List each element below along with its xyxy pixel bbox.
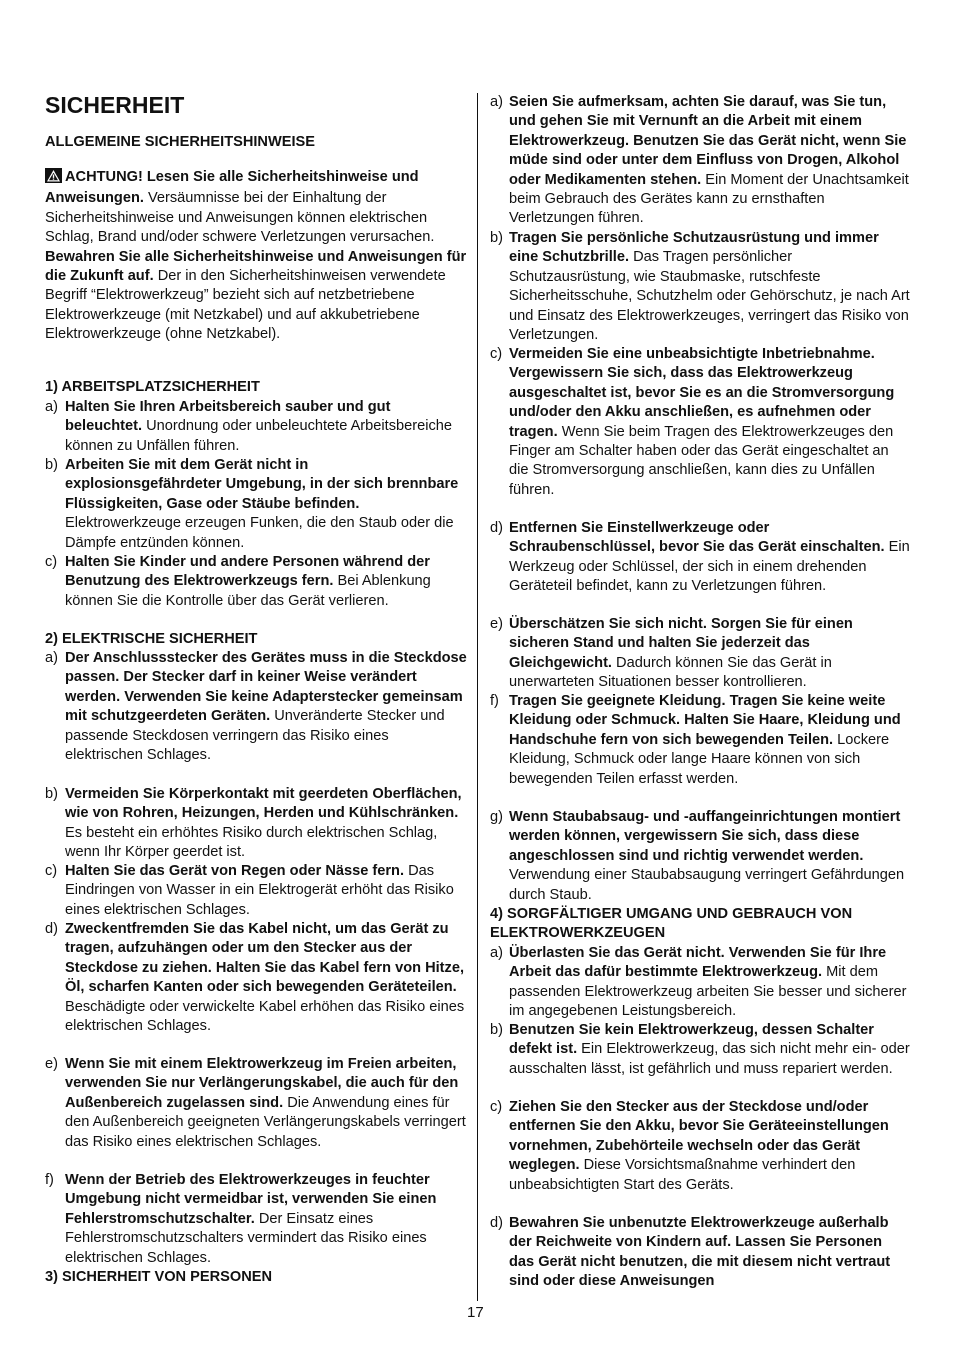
list-item — [490, 1021, 910, 1079]
item-bold: Bewahren Sie unbenutzte Elektrowerkzeuge außerhalb der Reichweite von Kindern auf. Lassen Sie Personen das Gerät nicht benutzen, die mit diesem nicht vertraut sind oder diese Anweisungen — [509, 1215, 891, 1290]
item-text: Verwendung einer Staubabsaugung verringert Gefährdungen durch Staub. — [509, 867, 905, 903]
item-text: Mit dem passenden Elektrowerkzeug arbeiten Sie besser und sicherer im angegebenen Leistungsbereich. — [509, 964, 907, 1020]
list-item — [490, 944, 910, 1022]
item-label: f) — [490, 693, 499, 709]
item-label: d) — [490, 520, 503, 536]
item-bold: Benutzen Sie kein Elektrowerkzeug, dessen Schalter defekt ist. — [509, 1022, 874, 1058]
warning-triangle-icon — [45, 168, 62, 189]
item-label: g) — [490, 809, 503, 825]
item-label: c) — [45, 863, 58, 879]
item-text: Das Eindringen von Wasser in ein Elektrogerät erhöht das Risiko eines elektrischen Schlages. — [65, 863, 454, 918]
item-label: b) — [490, 1022, 503, 1038]
item-label: a) — [45, 650, 58, 666]
item-text: Unordnung oder unbeleuchtete Arbeitsbereiche können zu Unfällen führen. — [65, 418, 452, 454]
list-item — [490, 615, 910, 693]
item-label: d) — [45, 921, 58, 937]
intro-text-2: Der in den Sicherheitshinweisen verwendete Begriff “Elektrowerkzeug” bezieht sich auf netzbetriebene Elektrowerkzeuge (mit Netzkabel) und auf akkubetriebene Elektrowerkzeuge (ohne Netzkabel). — [45, 268, 446, 343]
item-bold: Ziehen Sie den Stecker aus der Steckdose und/oder entfernen Sie den Akku, bevor Sie Geräteeinstellungen vornehmen, Zubehörteile wechseln oder das Gerät weglegen. — [509, 1099, 889, 1174]
item-label: a) — [490, 94, 503, 110]
item-text: Das Tragen persönlicher Schutzausrüstung, wie Staubmaske, rutschfeste Sicherheitsschuhe, Schutzhelm oder Gehörschutz, je nach Art und Einsatz des Elektrowerkzeuges, verringert das Risiko von Verletzungen. — [509, 249, 910, 344]
intro-keep-bold: Bewahren Sie alle Sicherheitshinweise und Anweisungen für die Zukunft auf. — [45, 248, 467, 285]
list-item — [490, 808, 910, 905]
list-item — [490, 519, 910, 597]
item-bold: Halten Sie Ihren Arbeitsbereich sauber und gut beleuchtet. — [65, 399, 391, 435]
item-bold: Zweckentfremden Sie das Kabel nicht, um das Gerät zu tragen, aufzuhängen oder um den Stecker aus der Steckdose zu ziehen. Halten Sie das Kabel fern von Hitze, Öl, scharfen Kanten oder sich bewegenden Geräteteilen. — [65, 921, 465, 996]
item-bold: Entfernen Sie Einstellwerkzeuge oder Schraubenschlüssel, bevor Sie das Gerät einschalten. — [509, 520, 885, 556]
item-text: Ein Moment der Unachtsamkeit beim Gebrauch des Gerätes kann zu ernsthaften Verletzungen führen. — [509, 171, 909, 227]
item-text: Wenn Sie beim Tragen des Elektrowerkzeuges den Finger am Schalter haben oder das Gerät eingeschaltet an die Stromversorgung anschließen, kann dies zu Unfällen führen. — [509, 423, 894, 498]
item-label: c) — [45, 554, 58, 570]
list-item — [45, 1055, 467, 1152]
item-label: c) — [490, 346, 503, 362]
intro-text-1: Versäumnisse bei der Einhaltung der Sicherheitshinweise und Anweisungen können elektrischen Schlag, Brand und/oder schwere Verletzungen verursachen. — [45, 190, 435, 246]
item-text: Ein Werkzeug oder Schlüssel, der sich in einem drehenden Geräteteil befindet, kann zu Verletzungen führen. — [509, 539, 910, 595]
section-heading-3: 3) SICHERHEIT VON PERSONEN — [45, 1269, 273, 1285]
item-text: Elektrowerkzeuge erzeugen Funken, die den Staub oder die Dämpfe entzünden können. — [65, 515, 454, 551]
page-title: SICHERHEIT — [45, 92, 185, 118]
item-bold: Vermeiden Sie eine unbeabsichtigte Inbetriebnahme. Vergewissern Sie sich, dass das Elektrowerkzeug ausgeschaltet ist, bevor Sie es an die Stromversorgung und/oder den Akku anschließen, es aufnehmen oder tragen. — [509, 346, 895, 440]
item-label: e) — [45, 1056, 58, 1072]
item-bold: Tragen Sie persönliche Schutzausrüstung und immer eine Schutzbrille. — [509, 230, 879, 266]
list-item — [45, 785, 467, 863]
item-label: c) — [490, 1099, 503, 1115]
list-item — [45, 398, 467, 456]
item-label: e) — [490, 616, 503, 632]
item-bold: Überlasten Sie das Gerät nicht. Verwenden Sie für Ihre Arbeit das dafür bestimmte Elektrowerkzeug. — [509, 945, 887, 981]
list-item — [490, 692, 910, 789]
item-label: f) — [45, 1172, 54, 1188]
item-bold: Überschätzen Sie sich nicht. Sorgen Sie für einen sicheren Stand und halten Sie jederzeit das Gleichgewicht. — [509, 616, 853, 671]
item-bold: Vermeiden Sie Körperkontakt mit geerdeten Oberflächen, wie von Rohren, Heizungen, Herden und Kühlschränken. — [65, 786, 462, 822]
list-item — [45, 1171, 467, 1268]
item-text: Die Anwendung eines für den Außenbereich geeigneten Verlängerungskabels verringert das Risiko eines elektrischen Schlages. — [65, 1094, 466, 1150]
item-bold: Arbeiten Sie mit dem Gerät nicht in explosionsgefährdeter Umgebung, in der sich brennbare Flüssigkeiten, Gase oder Stäube befinden. — [65, 457, 459, 512]
item-text: Es besteht ein erhöhtes Risiko durch elektrischen Schlag, wenn Ihr Körper geerdet ist. — [65, 824, 438, 861]
item-text: Beschädigte oder verwickelte Kabel erhöhen das Risiko eines elektrischen Schlages. — [65, 998, 465, 1035]
item-label: b) — [45, 457, 58, 473]
list-item — [490, 1098, 910, 1195]
list-item — [45, 920, 467, 1036]
item-text: Der Einsatz eines Fehlerstromschutzschalters vermindert das Risiko eines elektrischen Schlages. — [65, 1210, 427, 1266]
item-bold: Wenn der Betrieb des Elektrowerkzeuges in feuchter Umgebung nicht vermeidbar ist, verwenden Sie einen Fehlerstromschutzschalter. — [65, 1172, 437, 1227]
list-item — [45, 862, 467, 920]
section-subtitle: ALLGEMEINE SICHERHEITSHINWEISE — [45, 134, 316, 150]
intro-paragraph — [45, 168, 467, 345]
item-label: a) — [45, 399, 58, 415]
item-bold: Halten Sie das Gerät von Regen oder Nässe fern. — [65, 863, 405, 879]
list-item — [490, 93, 910, 229]
item-text: Ein Elektrowerkzeug, das sich nicht mehr ein- oder ausschalten lässt, ist gefährlich und muss repariert werden. — [509, 1041, 910, 1077]
list-item — [490, 229, 910, 345]
item-text: Dadurch können Sie das Gerät in unerwarteten Situationen besser kontrollieren. — [509, 654, 832, 691]
list-item — [45, 553, 467, 611]
item-text: Bei Ablenkung können Sie die Kontrolle über das Gerät verlieren. — [65, 573, 431, 609]
item-label: d) — [490, 1215, 503, 1231]
list-item — [490, 1214, 910, 1292]
list-item — [490, 345, 910, 500]
item-bold: Halten Sie Kinder und andere Personen während der Benutzung des Elektrowerkzeugs fern. — [65, 554, 430, 590]
item-bold: Der Anschlussstecker des Gerätes muss in die Steckdose passen. Der Stecker darf in keiner Weise verändert werden. Verwenden Sie keine Adapterstecker gemeinsam mit schutzgeerdeten Geräten. — [65, 650, 467, 725]
item-label: b) — [490, 230, 503, 246]
section-heading-4: 4) SORGFÄLTIGER UMGANG UND GEBRAUCH VON ELEKTROWERKZEUGEN — [490, 906, 853, 942]
item-bold: Wenn Sie mit einem Elektrowerkzeug im Freien arbeiten, verwenden Sie nur Verlängerungskabel, die auch für den Außenbereich zugelassen sind. — [65, 1056, 459, 1111]
section-heading-2: 2) ELEKTRISCHE SICHERHEIT — [45, 631, 258, 647]
item-text: Diese Vorsichtsmaßnahme verhindert den unbeabsichtigten Start des Geräts. — [509, 1157, 856, 1193]
item-bold: Tragen Sie geeignete Kleidung. Tragen Sie keine weite Kleidung oder Schmuck. Halten Sie Haare, Kleidung und Handschuhe fern von sich bewegenden Teilen. — [509, 693, 901, 748]
item-label: a) — [490, 945, 503, 961]
item-label: b) — [45, 786, 58, 802]
intro-warning-bold: ACHTUNG! Lesen Sie alle Sicherheitshinweise und Anweisungen. — [45, 169, 419, 207]
item-bold: Seien Sie aufmerksam, achten Sie darauf, was Sie tun, und gehen Sie mit Vernunft an die Arbeit mit einem Elektrowerkzeug. Benutzen Sie das Gerät nicht, wenn Sie müde sind oder unter dem Einfluss von Drogen, Alkohol oder Medikamenten stehen. — [509, 94, 907, 188]
list-item — [45, 649, 467, 765]
page-number: 17 — [467, 1304, 484, 1321]
item-bold: Wenn Staubabsaug- und -auffangeinrichtungen montiert werden können, vergewissern Sie sich, dass diese angeschlossen sind und richtig verwendet werden. — [509, 809, 901, 864]
item-text: Unveränderte Stecker und passende Steckdosen verringern das Risiko eines elektrischen Schlages. — [65, 708, 445, 764]
list-item — [45, 456, 467, 553]
item-text: Lockere Kleidung, Schmuck oder lange Haare können von sich bewegenden Teilen erfasst werden. — [509, 731, 890, 787]
column-divider — [477, 93, 478, 1301]
section-heading-1: 1) ARBEITSPLATZSICHERHEIT — [45, 379, 260, 395]
